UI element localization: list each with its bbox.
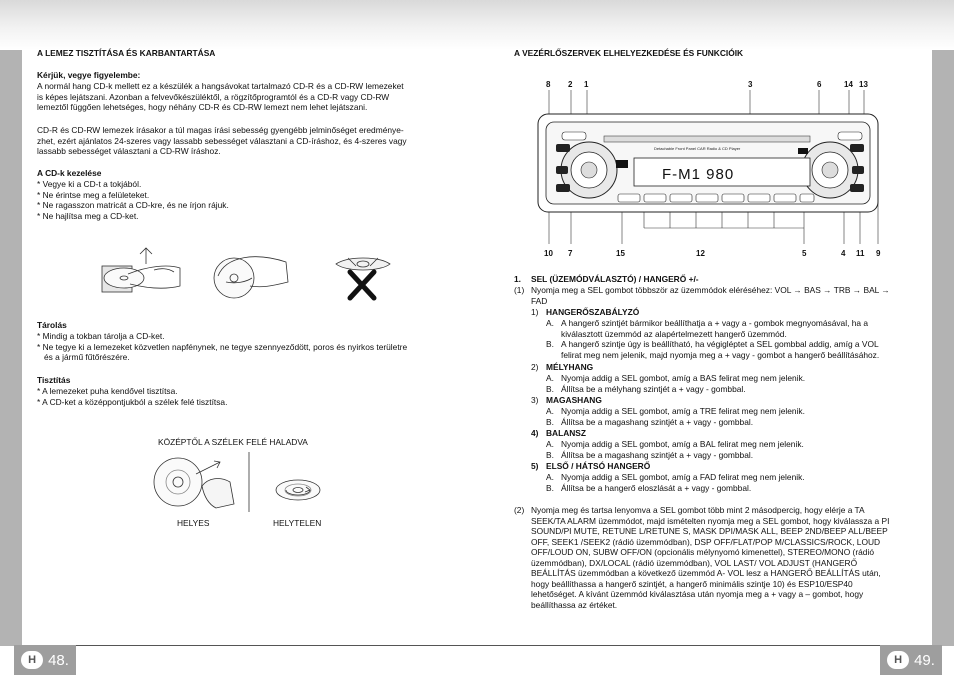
list-item: és a jármű fűtőrészére.: [44, 352, 130, 362]
callout-2: 2: [568, 80, 573, 89]
callout-4: 4: [841, 249, 846, 258]
text-line: A normál hang CD-k mellett ez a készülék a hangsávokat tartalmazó CD-R és a CD-RW lemezeket: [37, 81, 404, 91]
text-line: SOUND/PI MUTE, RETUNE L/RETUNE S, MASK DPI/MASK ALL, BEEP 2ND/BEEP ALL/BEEP: [531, 526, 888, 536]
text-line: hogy beállíthassa a hangerő szintjét, a hangerő minimális szintje 10) és ESP10/ESP40: [531, 578, 853, 589]
speed-paragraph: [37, 125, 457, 157]
step-text: A hangerő szintje úgy is beállítható, ha végigléptet a SEL gombbal addig, amíg a VOL: [561, 339, 879, 349]
sub-4-lines: [546, 439, 926, 460]
item-1-title: SEL (ÜZEMÓDVÁLASZTÓ) / HANGERŐ +/-: [531, 274, 699, 284]
step-text: Állítsa be a magashang szintjét a + vagy - gombbal.: [561, 416, 754, 427]
callout-12: 12: [696, 249, 705, 258]
paragraph-1-number: (1): [514, 285, 525, 295]
sub-4-number: 4): [531, 428, 539, 438]
callout-10: 10: [544, 249, 553, 258]
callout-1: 1: [584, 80, 589, 89]
step-text: Nyomja addig a SEL gombot, amíg a BAL felirat meg nem jelenik.: [561, 439, 804, 449]
left-margin-bar: [0, 50, 22, 646]
step-letter: A.: [546, 318, 554, 328]
step-text: Nyomja addig a SEL gombot, amíg a BAS felirat meg nem jelenik.: [561, 373, 806, 383]
callout-3: 3: [748, 80, 753, 89]
sub-4-title: BALANSZ: [546, 428, 587, 438]
callout-15: 15: [616, 249, 625, 258]
care-paragraph: [37, 81, 457, 113]
step-letter: B.: [546, 416, 554, 427]
item-1-number: 1.: [514, 274, 521, 284]
cleaning-heading: Tisztítás: [37, 375, 71, 385]
left-page-title: A LEMEZ TISZTÍTÁSA ÉS KARBANTARTÁSA: [37, 48, 216, 58]
text-line: beállíthassa az értéket.: [531, 599, 618, 610]
sub-2-title: MÉLYHANG: [546, 362, 594, 372]
list-item: * Vegye ki a CD-t a tokjából.: [37, 179, 142, 189]
preset-button-row: [618, 194, 814, 202]
list-item: * A lemezeket puha kendővel tisztítsa.: [37, 386, 178, 396]
sub-5-lines: [546, 472, 926, 493]
top-gradient-band: [0, 0, 954, 50]
incorrect-cleaning-illustration: [276, 480, 320, 500]
step-text: Nyomja addig a SEL gombot, amíg a FAD felirat meg nem jelenik.: [561, 472, 805, 482]
list-item: * Ne tegye ki a lemezeket közvetlen napfénynek, ne tegye szennyeződött, poros és nyirkos területre: [37, 341, 408, 352]
step-text: Nyomja addig a SEL gombot, amíg a TRE felirat meg nem jelenik.: [561, 406, 805, 416]
handling-heading: A CD-k kezelése: [37, 168, 102, 178]
text-line: is képes lejátszani. Azonban a felvevőkészüléktől, a rögzítőprogramtól és a CD-R vagy CD-RW: [37, 91, 390, 102]
lcd-readout: F-M1 980: [662, 166, 735, 183]
page-number-badge-right: [880, 645, 942, 675]
sub-2-lines: [546, 373, 926, 394]
sub-1-number: 1): [531, 307, 539, 317]
step-letter: A.: [546, 373, 554, 383]
top-callouts: [546, 80, 868, 89]
callout-6: 6: [817, 80, 822, 89]
page-number: 49.: [914, 651, 935, 669]
right-margin-bar: [932, 50, 954, 646]
callout-8: 8: [546, 80, 551, 89]
list-item: * Ne ragasszon matricát a CD-kre, és ne írjon rájuk.: [37, 200, 229, 210]
step-text: kiválasztott üzemmód az alapértelmezett hangerő üzemmód.: [561, 328, 787, 339]
radio-chassis: [538, 114, 878, 212]
text-line: BEÁLLÍTÁS üzemmódban a következő üzemmód A- VOL lesz a HANGERŐ BEÁLLÍTÁS után,: [531, 568, 881, 578]
text-line: CD-R és CD-RW lemezek írásakor a túl magas írási sebesség gyengébb jelminőséget eredménye-: [37, 125, 404, 135]
bottom-callouts: [544, 249, 881, 258]
paragraph-1: [531, 285, 926, 306]
page-number: 48.: [48, 651, 69, 669]
step-letter: A.: [546, 439, 554, 449]
step-text: felirat meg nem jelenik, majd nyomja meg a + vagy - gombot a hangerő beállításához.: [561, 349, 880, 360]
remove-cd-illustration: [102, 248, 180, 292]
list-item: * Mindig a tokban tárolja a CD-ket.: [37, 331, 165, 341]
step-letter: A.: [546, 472, 554, 482]
cleaning-caption: KÖZÉPTŐL A SZÉLEK FELÉ HALADVA: [158, 437, 308, 447]
text-line: lehetőséget. A kívánt üzemmód kiválasztása után nyomja meg a + vagy a – gombot, hogy: [531, 589, 864, 599]
sub-1-lines: [546, 318, 926, 360]
step-text: A hangerő szintjét bármikor beállíthatja a + vagy a - gombok megnyomásával, ha a: [561, 318, 869, 328]
text-line: OFF/LOUD ON, SUBW OFF/ON (opcionális mélynyomó kimenettel), STEREO/MONO (rádió: [531, 547, 874, 557]
text-line: zhet, ezért ajánlatos 24-szeres vagy lassabb sebességet választani a CD-íráshoz, és 4-szeres vagy: [37, 135, 407, 146]
step-letter: B.: [546, 449, 554, 460]
cleaning-illustrations: [150, 450, 350, 515]
text-line: üzemmódban), DX/LOCAL (rádió üzemmódban), VOL LAST/ VOL ADJUST (HANGERŐ: [531, 557, 858, 568]
list-item: * Ne hajlítsa meg a CD-ket.: [37, 210, 139, 221]
text-line: lassabb sebességet választani a CD-RW íráshoz.: [37, 146, 221, 156]
page-number-badge-left: [14, 645, 76, 675]
correct-label: HELYES: [177, 518, 210, 528]
text-line: Nyomja meg a SEL gombot többször az üzemmódok eléréséhez: VOL → BAS → TRB → BAL →: [531, 285, 890, 295]
correct-cleaning-illustration: [154, 458, 234, 508]
callout-14: 14: [844, 80, 853, 89]
sub-3-number: 3): [531, 395, 539, 405]
bent-cd-wrong-illustration: [336, 258, 390, 298]
step-letter: B.: [546, 383, 554, 394]
cleaning-list: [37, 386, 457, 407]
step-text: Állítsa be a hangerő eloszlását a + vagy - gombbal.: [561, 482, 752, 493]
list-item: * A CD-ket a középpontjukból a szélek felé tisztítsa.: [37, 396, 228, 407]
sub-3-lines: [546, 406, 926, 427]
paragraph-2: [531, 505, 931, 610]
language-letter: H: [887, 651, 909, 669]
hold-cd-illustration: [214, 257, 288, 298]
step-letter: A.: [546, 406, 554, 416]
step-text: Állítsa be a mélyhang szintjét a + vagy - gombbal.: [561, 383, 746, 394]
step-letter: B.: [546, 339, 554, 349]
handling-list: [37, 179, 457, 221]
incorrect-label: HELYTELEN: [273, 518, 322, 528]
callout-9: 9: [876, 249, 881, 258]
text-line: Nyomja meg és tartsa lenyomva a SEL gombot több mint 2 másodpercig, hogy elérje a TA: [531, 505, 865, 515]
storage-heading: Tárolás: [37, 320, 67, 330]
callout-11: 11: [856, 249, 865, 258]
sub-2-number: 2): [531, 362, 539, 372]
sub-1-title: HANGERŐSZABÁLYZÓ: [546, 307, 640, 317]
text-line: SEEK/TA ALARM üzemmódot, majd ismételten nyomja meg a SEL gombot, hogy kiválassza a PI: [531, 515, 890, 526]
care-heading: Kérjük, vegye figyelembe:: [37, 70, 141, 80]
sub-3-title: MAGASHANG: [546, 395, 602, 405]
list-item: * Ne érintse meg a felületeket.: [37, 189, 150, 200]
step-text: Állítsa be a magashang szintjét a + vagy - gombbal.: [561, 449, 754, 460]
language-letter: H: [21, 651, 43, 669]
sub-5-number: 5): [531, 461, 539, 471]
sub-5-title: ELSŐ / HÁTSÓ HANGERŐ: [546, 461, 651, 471]
callout-5: 5: [802, 249, 807, 258]
text-line: lemeztől függően lehetséges, hogy néhány CD-R és CD-RW lemezt nem lehet lejátszani.: [37, 102, 368, 112]
callout-7: 7: [568, 249, 573, 258]
storage-list: [37, 331, 457, 363]
callout-13: 13: [859, 80, 868, 89]
right-page-title: A VEZÉRLŐSZERVEK ELHELYEZKEDÉSE ÉS FUNKCIÓIK: [514, 48, 744, 58]
text-line: FAD: [531, 295, 548, 306]
cd-slot: [604, 136, 810, 142]
bottom-rule: [22, 645, 932, 646]
device-tagline: Detachable Front Panel CAR Radio & CD Player: [654, 146, 741, 151]
car-radio-diagram: [534, 78, 894, 260]
handling-illustrations: [98, 246, 398, 304]
step-letter: B.: [546, 482, 554, 493]
paragraph-2-number: (2): [514, 505, 525, 515]
text-line: OFF, SEEK1 /SEEK2 (rádió üzemmódban), DSP OFF/FLAT/POP M/CLASSICS/ROCK, LOUD: [531, 536, 881, 547]
